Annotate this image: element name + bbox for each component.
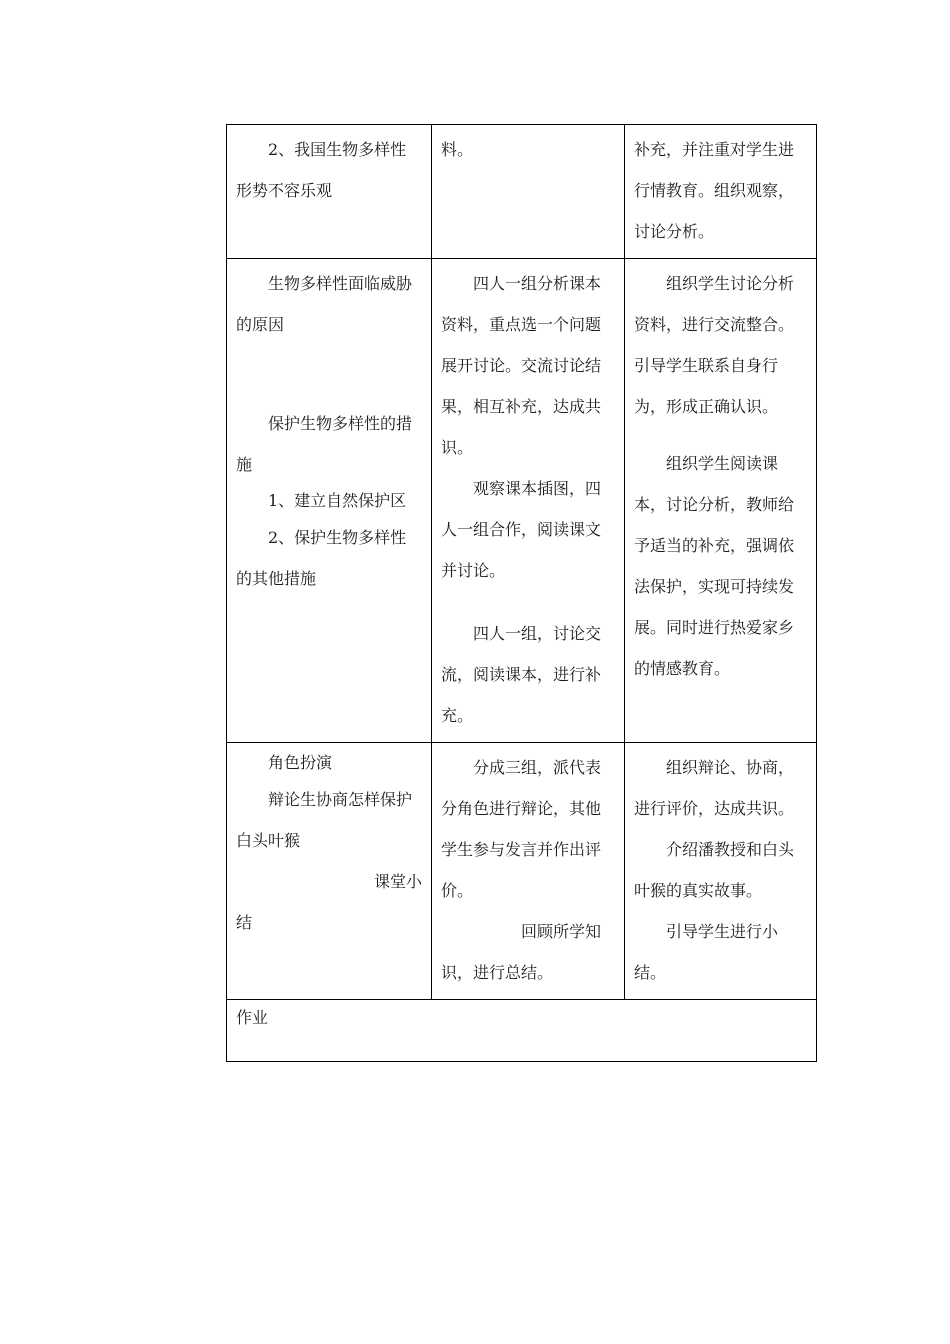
cell-text: 组织学生阅读课本，讨论分析，教师给予适当的补充，强调依法保护，实现可持续发展。同时进行热爱家乡的情感教育。	[634, 454, 795, 678]
cell-text: 结	[236, 913, 253, 932]
lesson-plan-table	[226, 124, 817, 1062]
content-cell	[227, 743, 432, 1000]
cell-text: 四人一组，讨论交流，阅读课本，进行补充。	[441, 624, 602, 725]
student-activity-cell	[432, 743, 625, 1000]
cell-text: 课堂小	[373, 872, 422, 891]
cell-text: 分成三组，派代表分角色进行辩论，其他学生参与发言并作出评价。	[441, 758, 602, 900]
cell-text: 介绍潘教授和白头叶猴的真实故事。	[634, 840, 795, 900]
cell-text: 回顾所学知识，进行总结。	[441, 922, 602, 982]
cell-text: 组织辩论、协商，进行评价，达成共识。	[634, 758, 795, 818]
table-row	[227, 259, 817, 743]
cell-text: 引导学生进行小结。	[634, 922, 779, 982]
content-cell	[227, 259, 432, 743]
student-activity-cell	[432, 259, 625, 743]
cell-text: 组织学生讨论分析资料，进行交流整合。引导学生联系自身行为，形成正确认识。	[634, 274, 795, 416]
homework-cell	[227, 1000, 817, 1062]
student-activity-cell	[432, 125, 625, 259]
cell-text: 角色扮演	[268, 753, 333, 772]
cell-text: 保护生物多样性的措施	[236, 414, 413, 474]
cell-text: 观察课本插图，四人一组合作，阅读课文并讨论。	[441, 479, 602, 580]
teacher-activity-cell	[625, 259, 817, 743]
teacher-activity-cell	[625, 743, 817, 1000]
table-row	[227, 1000, 817, 1062]
teacher-activity-cell	[625, 125, 817, 259]
cell-text: 2、我国生物多样性形势不容乐观	[236, 140, 407, 200]
cell-text: 四人一组分析课本资料，重点选一个问题展开讨论。交流讨论结果，相互补充，达成共识。	[441, 274, 602, 457]
cell-text: 2、保护生物多样性的其他措施	[236, 528, 407, 588]
table-row	[227, 125, 817, 259]
cell-text: 生物多样性面临威胁的原因	[236, 274, 413, 334]
table-row	[227, 743, 817, 1000]
homework-label: 作业	[236, 1008, 269, 1027]
cell-text: 辩论生协商怎样保护白头叶猴	[236, 790, 413, 850]
cell-text: 补充，并注重对学生进行情教育。组织观察，讨论分析。	[634, 140, 795, 241]
cell-text: 1、建立自然保护区	[268, 491, 407, 510]
content-cell	[227, 125, 432, 259]
cell-text: 料。	[441, 140, 474, 159]
